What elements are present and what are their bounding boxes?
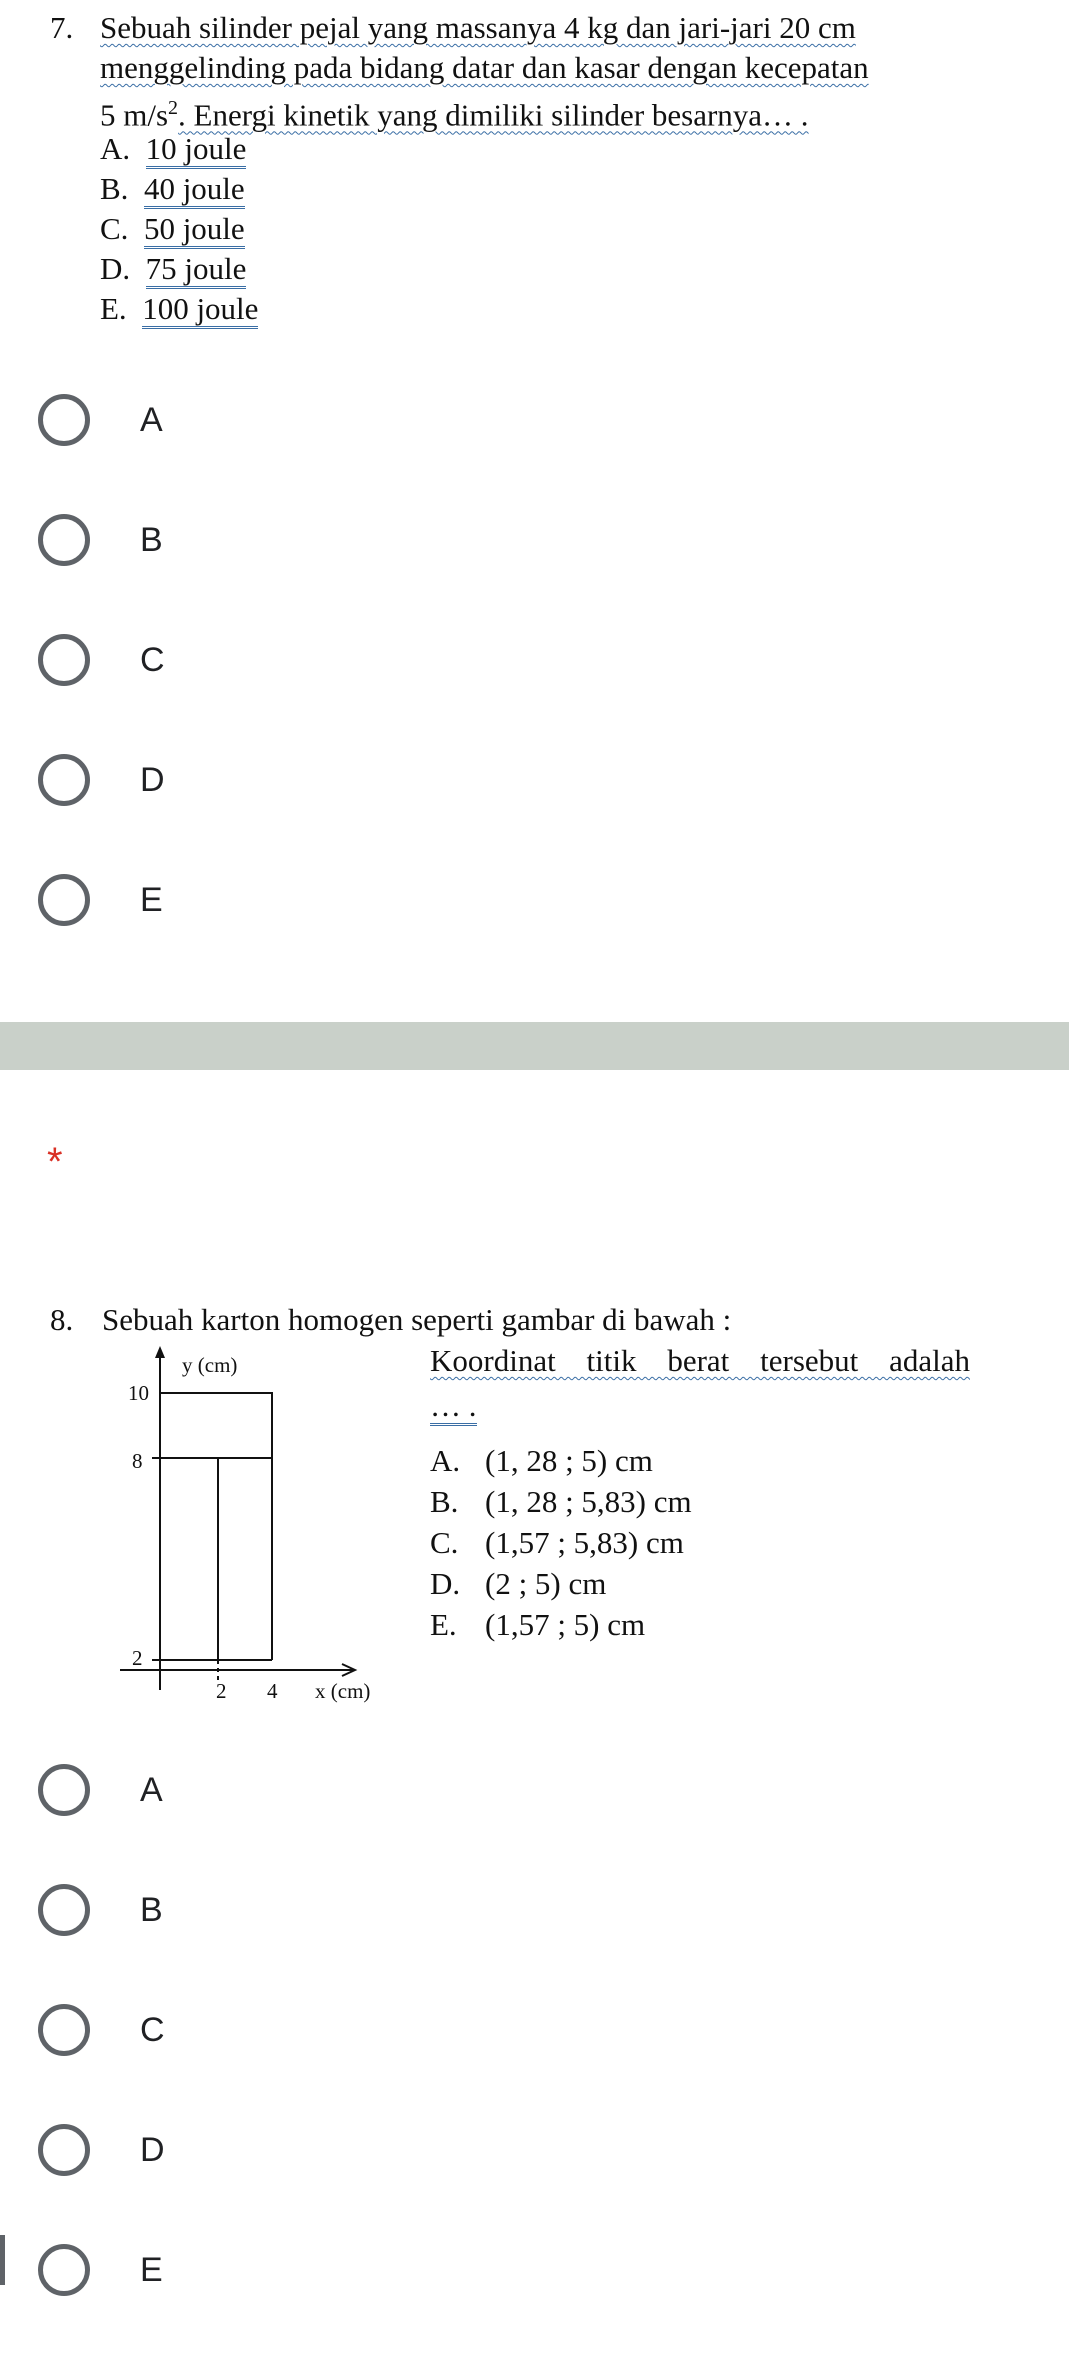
- option-letter: B.: [430, 1484, 459, 1519]
- radio-button[interactable]: [38, 634, 90, 686]
- x-axis-label: x (cm): [315, 1679, 371, 1703]
- option-letter: C.: [430, 1525, 459, 1560]
- question-text: Koordinat titik berat tersebut adalah: [430, 1343, 970, 1378]
- radio-button[interactable]: [38, 754, 90, 806]
- option-value: 75 joule: [146, 251, 247, 289]
- option-letter: C.: [100, 211, 129, 246]
- answer-option: [100, 249, 246, 289]
- choice-c[interactable]: [38, 630, 738, 690]
- dots-text: … .: [430, 1388, 477, 1426]
- answer-option: [100, 209, 245, 249]
- stem-line: menggelinding pada bidang datar dan kasar dengan kecepatan: [100, 50, 869, 85]
- choice-b[interactable]: [38, 510, 738, 570]
- stem-line: . Energi kinetik yang dimiliki silinder besarnya… .: [178, 97, 809, 133]
- text-cursor-bar: [0, 2235, 5, 2285]
- question-8-options: [430, 1340, 970, 1645]
- radio-button[interactable]: [38, 1884, 90, 1936]
- stem-line: Sebuah silinder pejal yang massanya 4 kg dan jari-jari 20 cm: [100, 10, 856, 45]
- option-letter: B.: [100, 171, 129, 206]
- option-letter: A.: [430, 1443, 461, 1478]
- option-value: (1, 28 ; 5) cm: [485, 1443, 653, 1478]
- answer-option: [100, 289, 258, 329]
- option-value: (2 ; 5) cm: [485, 1566, 607, 1601]
- radio-button[interactable]: [38, 514, 90, 566]
- choice-label: D: [140, 760, 165, 799]
- choice-d[interactable]: [38, 750, 738, 810]
- choice-label: A: [140, 400, 163, 439]
- choice-label: C: [140, 640, 165, 679]
- option-value: 100 joule: [142, 291, 258, 329]
- y-tick-label: 10: [128, 1381, 149, 1405]
- section-separator: [0, 1022, 1069, 1070]
- question-number: 7.: [50, 10, 74, 45]
- option-letter: E.: [430, 1607, 457, 1642]
- stem-line: 5 m/s: [100, 97, 169, 133]
- question-stem: [100, 8, 1030, 135]
- radio-button[interactable]: [38, 1764, 90, 1816]
- choice-label: E: [140, 2250, 163, 2289]
- choice-a[interactable]: [38, 390, 738, 450]
- question-number: 8.: [50, 1302, 74, 1337]
- answer-option: [430, 1522, 970, 1563]
- x-tick-label: 2: [216, 1679, 227, 1703]
- choice-c[interactable]: [38, 2000, 738, 2060]
- question-dots: [430, 1385, 970, 1426]
- choice-label: E: [140, 880, 163, 919]
- choice-d[interactable]: [38, 2120, 738, 2180]
- choice-label: D: [140, 2130, 165, 2169]
- y-tick-label: 8: [132, 1449, 143, 1473]
- centroid-figure: [110, 1340, 400, 1710]
- answer-option: [100, 169, 245, 209]
- y-tick-label: 2: [132, 1646, 143, 1670]
- option-value: (1,57 ; 5) cm: [485, 1607, 646, 1642]
- option-letter: E.: [100, 291, 127, 326]
- choice-label: B: [140, 520, 163, 559]
- x-tick-label: 4: [267, 1679, 278, 1703]
- choice-label: C: [140, 2010, 165, 2049]
- choice-a[interactable]: [38, 1760, 738, 1820]
- y-axis-label: y (cm): [182, 1353, 238, 1377]
- option-letter: A.: [100, 131, 131, 166]
- option-value: (1, 28 ; 5,83) cm: [485, 1484, 692, 1519]
- radio-button[interactable]: [38, 2004, 90, 2056]
- answer-option: [430, 1440, 970, 1481]
- answer-option: [430, 1481, 970, 1522]
- option-letter: D.: [100, 251, 131, 286]
- answer-option: [430, 1604, 970, 1645]
- option-value: 50 joule: [144, 211, 245, 249]
- superscript: 2: [168, 97, 179, 119]
- choice-b[interactable]: [38, 1880, 738, 1940]
- radio-button[interactable]: [38, 2124, 90, 2176]
- radio-button[interactable]: [38, 874, 90, 926]
- option-value: 10 joule: [146, 131, 247, 169]
- choice-label: B: [140, 1890, 163, 1929]
- option-value: (1,57 ; 5,83) cm: [485, 1525, 684, 1560]
- option-value: 40 joule: [144, 171, 245, 209]
- question-stem: Sebuah karton homogen seperti gambar di bawah :: [102, 1302, 732, 1337]
- answer-option: [100, 129, 246, 169]
- shape-outline: [160, 1393, 272, 1660]
- choice-label: A: [140, 1770, 163, 1809]
- answer-option: [430, 1563, 970, 1604]
- choice-e[interactable]: [38, 2240, 738, 2300]
- option-letter: D.: [430, 1566, 461, 1601]
- radio-button[interactable]: [38, 394, 90, 446]
- radio-button[interactable]: [38, 2244, 90, 2296]
- required-asterisk: *: [47, 1140, 63, 1184]
- choice-e[interactable]: [38, 870, 738, 930]
- y-axis-arrow: [155, 1346, 165, 1358]
